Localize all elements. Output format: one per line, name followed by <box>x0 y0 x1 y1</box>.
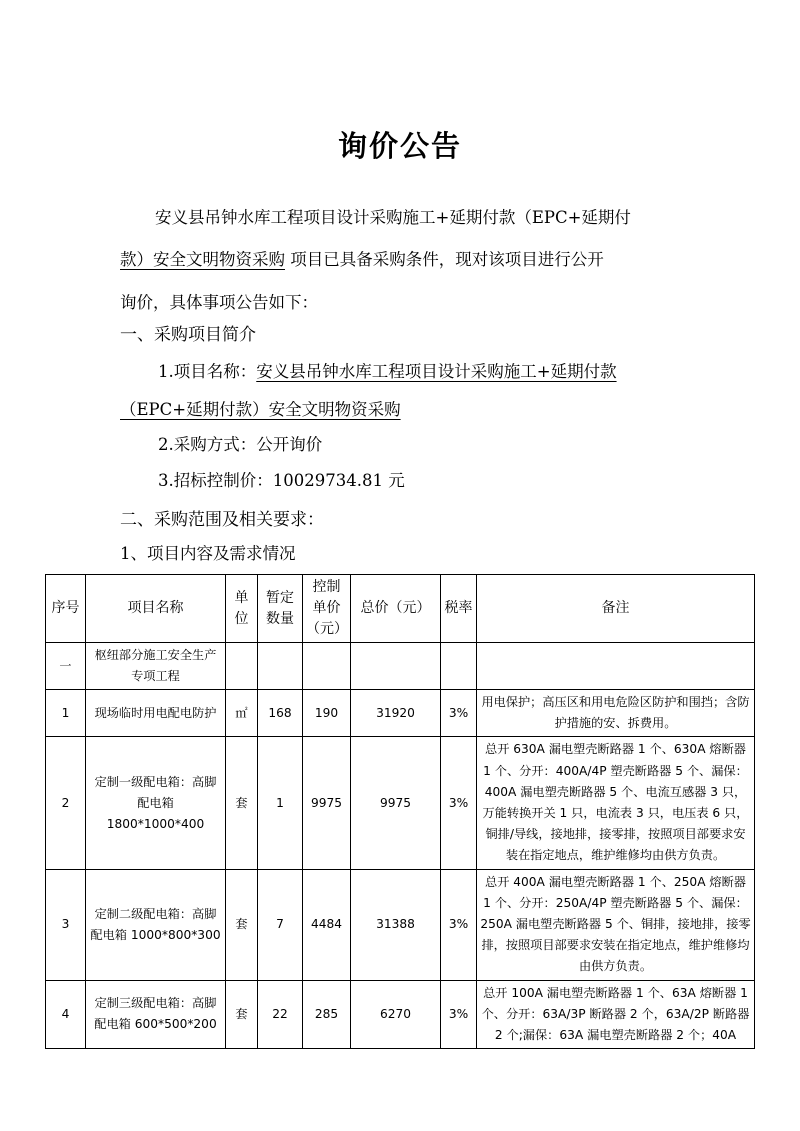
cell-unit: ㎡ <box>226 690 258 737</box>
project-name-line-2 <box>120 396 401 420</box>
cell-seq: 一 <box>46 643 86 690</box>
table-row <box>46 980 755 1049</box>
cell-seq: 1 <box>46 690 86 737</box>
intro-line-3: 询价，具体事项公告如下： <box>120 293 318 312</box>
cell-qty: 7 <box>258 869 303 980</box>
table-row <box>46 643 755 690</box>
cell-price: 4484 <box>303 869 351 980</box>
cell-name: 定制二级配电箱：高脚配电箱 1000*800*300 <box>86 869 226 980</box>
project-name-label: 1.项目名称： <box>158 362 257 381</box>
table-header-row <box>46 575 755 643</box>
section-2-heading: 二、采购范围及相关要求： <box>120 510 324 530</box>
cell-total <box>351 643 441 690</box>
cell-tax <box>441 643 477 690</box>
control-price: 3.招标控制价：10029734.81 元 <box>158 471 405 490</box>
procurement-method: 2.采购方式：公开询价 <box>158 435 323 454</box>
page-title: 询价公告 <box>337 129 462 163</box>
table-row <box>46 690 755 737</box>
header-total: 总价（元） <box>351 575 441 643</box>
cell-total: 31920 <box>351 690 441 737</box>
cell-name: 枢纽部分施工安全生产专项工程 <box>86 643 226 690</box>
header-qty: 暂定数量 <box>258 575 303 643</box>
header-unit: 单位 <box>226 575 258 643</box>
cell-price: 9975 <box>303 737 351 869</box>
cell-tax: 3% <box>441 869 477 980</box>
cell-total: 31388 <box>351 869 441 980</box>
cell-price <box>303 643 351 690</box>
cell-name: 定制三级配电箱：高脚配电箱 600*500*200 <box>86 980 226 1049</box>
cell-tax: 3% <box>441 980 477 1049</box>
project-name-value-b: （EPC+延期付款）安全文明物资采购 <box>120 400 401 419</box>
cell-total: 6270 <box>351 980 441 1049</box>
cell-note: 总开 630A 漏电塑壳断路器 1 个、630A 熔断器 1 个、分开：400A/4P 塑壳断路器 5 个、漏保：400A 漏电塑壳断路器 5 个、电流互感器 3 只，万能转换开关 1 只，电流表 3 只，电压表 6 只，铜排/导线，接地排，接零排，按照项目部要求安装在指定地点，维护维修均由供方负责。 <box>477 737 755 869</box>
items-table <box>45 574 755 1049</box>
intro-line-2 <box>120 246 604 270</box>
table-row <box>46 869 755 980</box>
section-2-sub-1: 1、项目内容及需求情况 <box>120 544 296 563</box>
header-seq: 序号 <box>46 575 86 643</box>
header-tax: 税率 <box>441 575 477 643</box>
project-name-value-a: 安义县吊钟水库工程项目设计采购施工+延期付款 <box>256 362 617 381</box>
header-price: 控制单价（元） <box>303 575 351 643</box>
cell-unit: 套 <box>226 737 258 869</box>
cell-unit: 套 <box>226 980 258 1049</box>
cell-note: 用电保护；高压区和用电危险区防护和围挡；含防护措施的安、拆费用。 <box>477 690 755 737</box>
header-note: 备注 <box>477 575 755 643</box>
cell-seq: 2 <box>46 737 86 869</box>
cell-unit <box>226 643 258 690</box>
header-name: 项目名称 <box>86 575 226 643</box>
cell-qty: 22 <box>258 980 303 1049</box>
intro-line-2-rest: 项目已具备采购条件，现对该项目进行公开 <box>285 250 604 269</box>
cell-qty: 1 <box>258 737 303 869</box>
cell-qty: 168 <box>258 690 303 737</box>
cell-seq: 4 <box>46 980 86 1049</box>
cell-note: 总开 400A 漏电塑壳断路器 1 个、250A 熔断器 1 个、分开：250A/4P 塑壳断路器 5 个、漏保：250A 漏电塑壳断路器 5 个、铜排，接地排，接零排，按照项目部要求安装在指定地点，维护维修均由供方负责。 <box>477 869 755 980</box>
cell-total: 9975 <box>351 737 441 869</box>
cell-note <box>477 643 755 690</box>
project-name-line <box>158 358 617 382</box>
cell-name: 定制一级配电箱：高脚配电箱 1800*1000*400 <box>86 737 226 869</box>
intro-line-1: 安义县吊钟水库工程项目设计采购施工+延期付款（EPC+延期付 <box>155 208 631 227</box>
cell-seq: 3 <box>46 869 86 980</box>
project-name-underlined: 款）安全文明物资采购 <box>120 250 285 269</box>
table-row <box>46 737 755 869</box>
cell-price: 190 <box>303 690 351 737</box>
cell-price: 285 <box>303 980 351 1049</box>
section-1-heading: 一、采购项目简介 <box>120 325 256 345</box>
cell-unit: 套 <box>226 869 258 980</box>
cell-qty <box>258 643 303 690</box>
cell-note: 总开 100A 漏电塑壳断路器 1 个、63A 熔断器 1 个、分开：63A/3P 断路器 2 个，63A/2P 断路器 2 个;漏保：63A 漏电塑壳断路器 2 个；40A <box>477 980 755 1049</box>
cell-tax: 3% <box>441 690 477 737</box>
cell-tax: 3% <box>441 737 477 869</box>
cell-name: 现场临时用电配电防护 <box>86 690 226 737</box>
